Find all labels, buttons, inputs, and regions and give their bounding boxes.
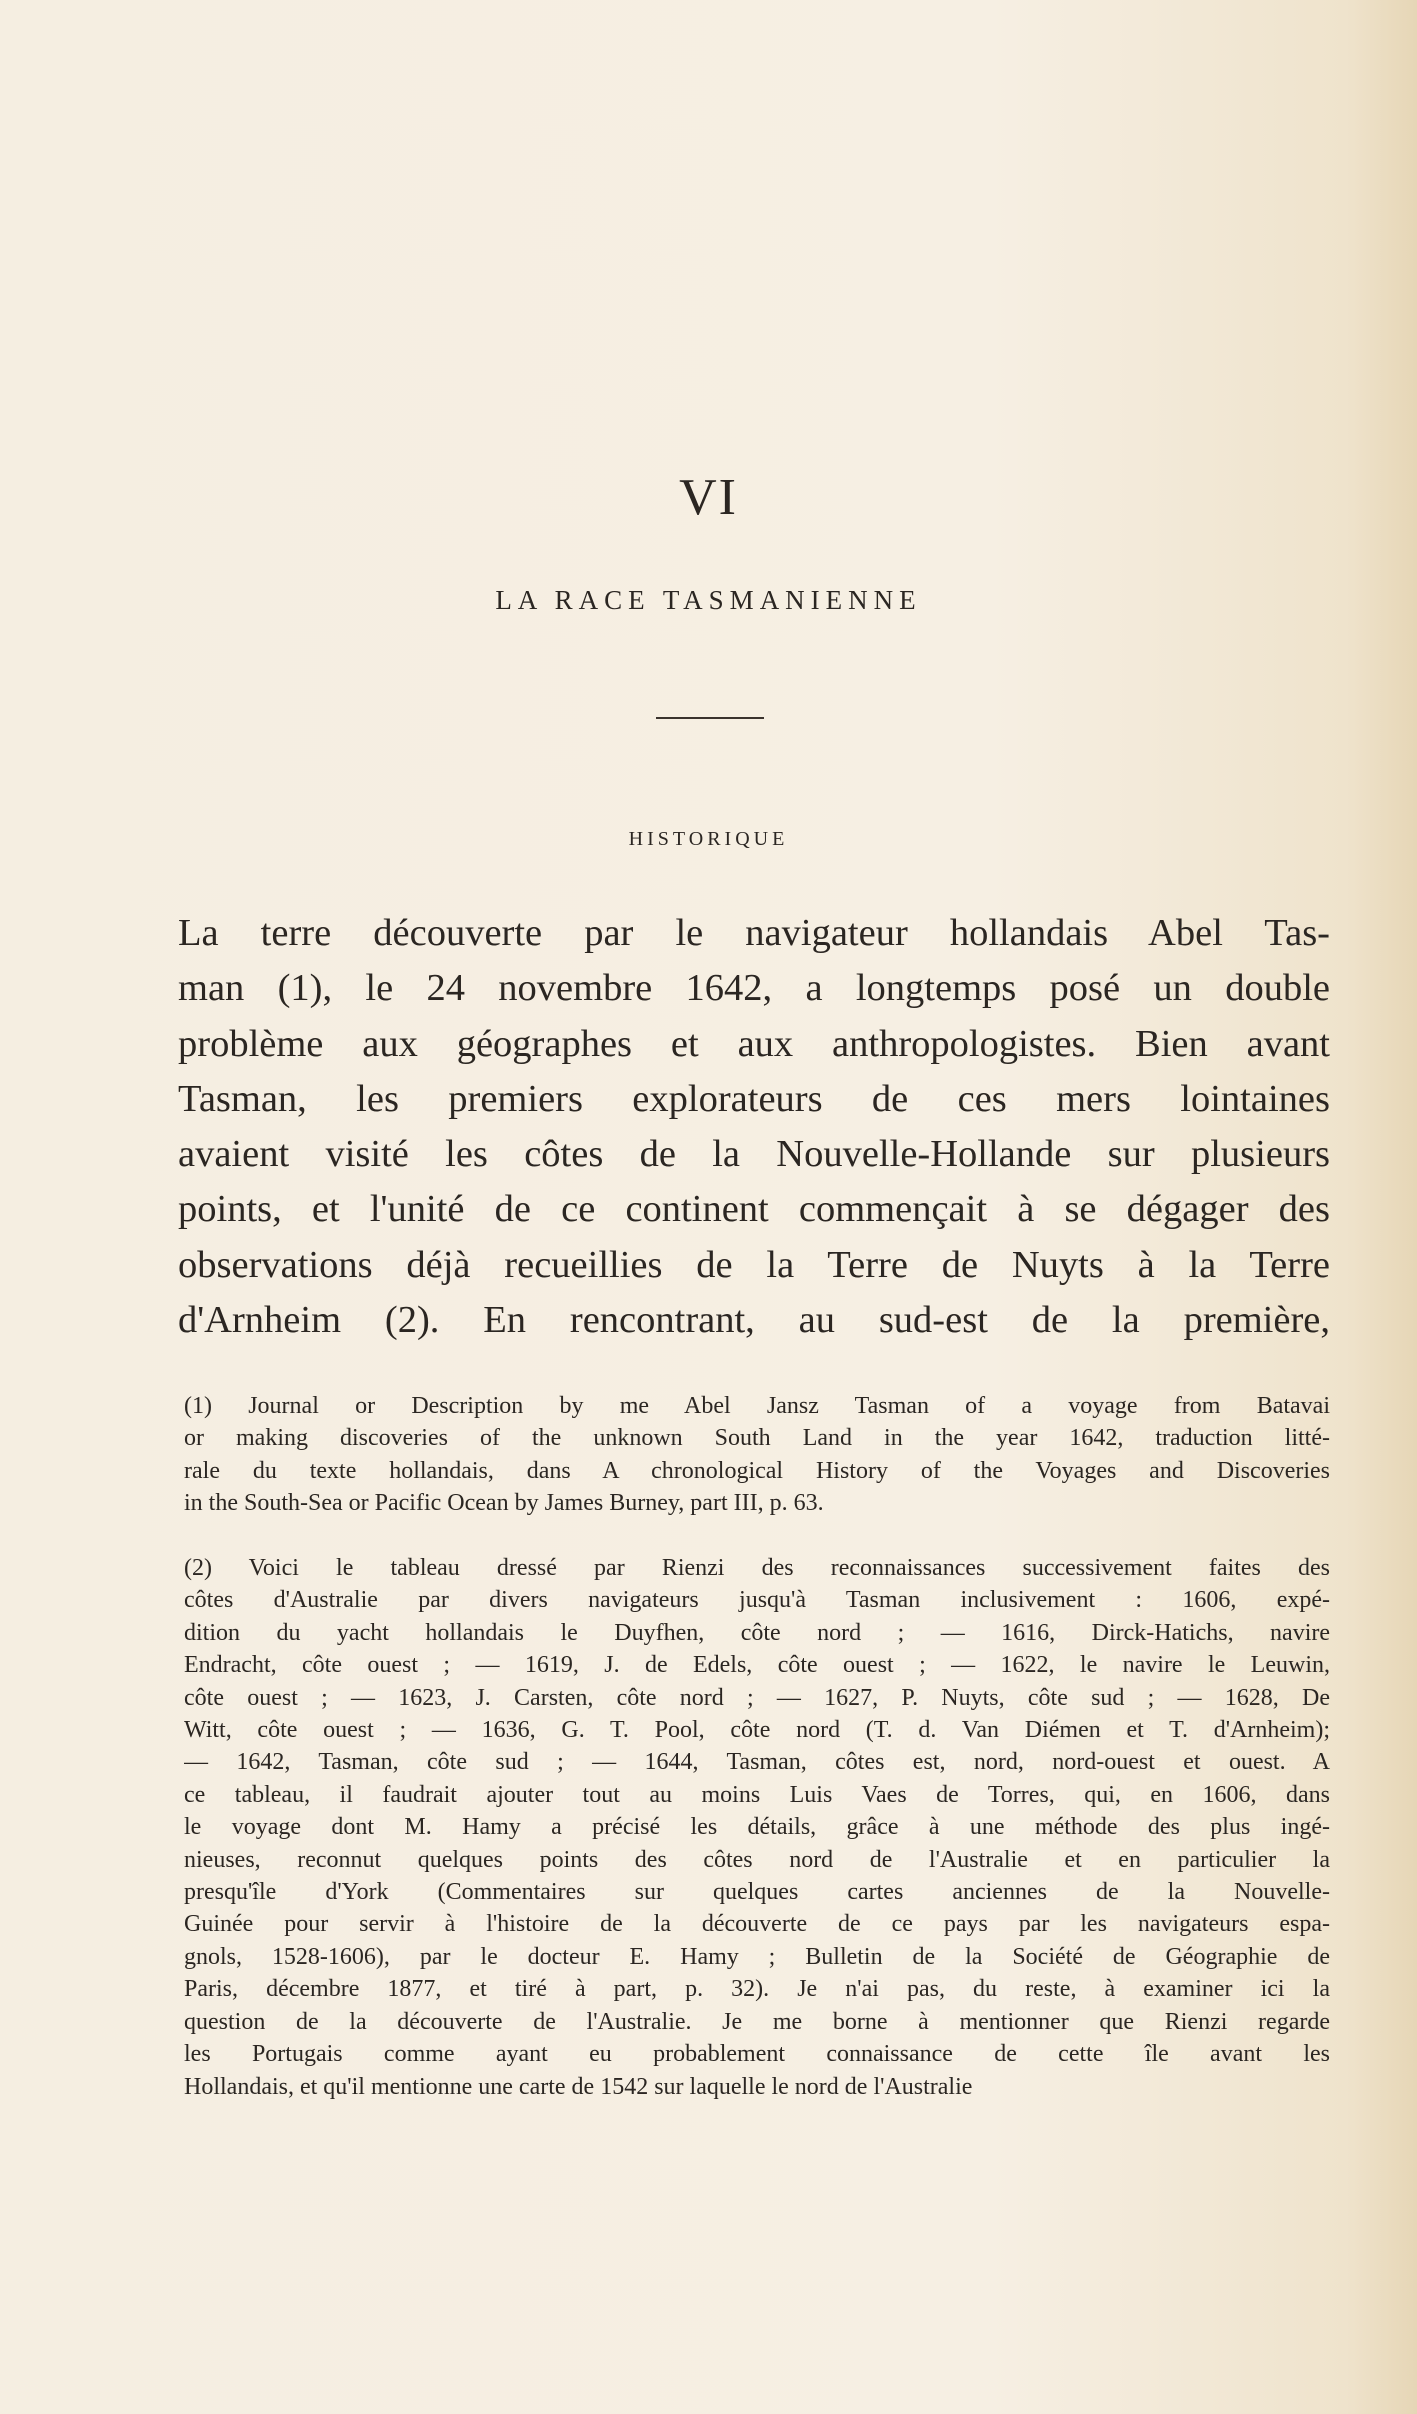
body-line: La terre découverte par le navigateur hollandais Abel Tas-: [178, 912, 1330, 954]
footnote-line: Endracht, côte ouest ; — 1619, J. de Edels, côte ouest ; — 1622, le navire le Leuwin,: [184, 1652, 1330, 1679]
body-line: points, et l'unité de ce continent commençait à se dégager des: [178, 1188, 1330, 1231]
chapter-title: LA RACE TASMANIENNE: [495, 585, 922, 615]
footnote-line: gnols, 1528-1606), par le docteur E. Hamy ; Bulletin de la Société de Géographie de: [184, 1943, 1330, 1970]
footnote-line: Paris, décembre 1877, et tiré à part, p. 32). Je n'ai pas, du reste, à examiner ici la: [184, 1976, 1330, 2003]
footnote-2: [184, 1552, 1330, 2103]
footnote-line: or making discoveries of the unknown South Land in the year 1642, traduction litté-: [184, 1425, 1330, 1452]
section-title: HISTORIQUE: [628, 828, 789, 850]
footnote-line: ce tableau, il faudrait ajouter tout au moins Luis Vaes de Torres, qui, en 1606, dans: [184, 1781, 1330, 1808]
footnote-line: Hollandais, et qu'il mentionne une carte de 1542 sur laquelle le nord de l'Australie: [184, 2073, 973, 2100]
footnote-line: nieuses, reconnut quelques points des côtes nord de l'Australie et en particulier la: [184, 1846, 1330, 1873]
footnote-line: dition du yacht hollandais le Duyfhen, côte nord ; — 1616, Dirck-Hatichs, navire: [184, 1619, 1330, 1646]
body-line: d'Arnheim (2). En rencontrant, au sud-est de la première,: [178, 1299, 1330, 1342]
body-line: avaient visité les côtes de la Nouvelle-Hollande sur plusieurs: [178, 1133, 1330, 1176]
footnote-line: presqu'île d'York (Commentaires sur quelques cartes anciennes de la Nouvelle-: [184, 1879, 1330, 1906]
body-line: Tasman, les premiers explorateurs de ces mers lointaines: [178, 1077, 1330, 1120]
footnote-line: (1) Journal or Description by me Abel Jansz Tasman of a voyage from Batavai: [184, 1393, 1330, 1419]
body-line: problème aux géographes et aux anthropologistes. Bien avant: [178, 1022, 1330, 1065]
footnote-1: [184, 1390, 1330, 1520]
footnote-line: Witt, côte ouest ; — 1636, G. T. Pool, côte nord (T. d. Van Diémen et T. d'Arnheim);: [184, 1717, 1330, 1744]
body-line: observations déjà recueillies de la Terre de Nuyts à la Terre: [178, 1243, 1330, 1286]
footnote-line: côte ouest ; — 1623, J. Carsten, côte nord ; — 1627, P. Nuyts, côte sud ; — 1628, De: [184, 1684, 1330, 1711]
footnote-line: côtes d'Australie par divers navigateurs jusqu'à Tasman inclusivement : 1606, expé-: [184, 1587, 1330, 1614]
section-divider: [656, 717, 764, 719]
chapter-number: VI: [679, 469, 738, 526]
footnote-line: — 1642, Tasman, côte sud ; — 1644, Tasman, côtes est, nord, nord-ouest et ouest. A: [184, 1749, 1330, 1776]
body-line: man (1), le 24 novembre 1642, a longtemps posé un double: [178, 967, 1330, 1010]
footnote-line: le voyage dont M. Hamy a précisé les détails, grâce à une méthode des plus ingé-: [184, 1814, 1330, 1841]
footnote-line: in the South-Sea or Pacific Ocean by James Burney, part III, p. 63.: [184, 1490, 824, 1517]
footnote-line: rale du texte hollandais, dans A chronological History of the Voyages and Discoveries: [184, 1457, 1330, 1484]
footnote-line: les Portugais comme ayant eu probablement connaissance de cette île avant les: [184, 2041, 1330, 2068]
footnote-line: Guinée pour servir à l'histoire de la découverte de ce pays par les navigateurs espa-: [184, 1911, 1330, 1938]
footnote-line: (2) Voici le tableau dressé par Rienzi des reconnaissances successivement faites des: [184, 1555, 1330, 1581]
body-paragraph: [178, 906, 1330, 1348]
footnote-line: question de la découverte de l'Australie. Je me borne à mentionner que Rienzi regarde: [184, 2008, 1330, 2035]
